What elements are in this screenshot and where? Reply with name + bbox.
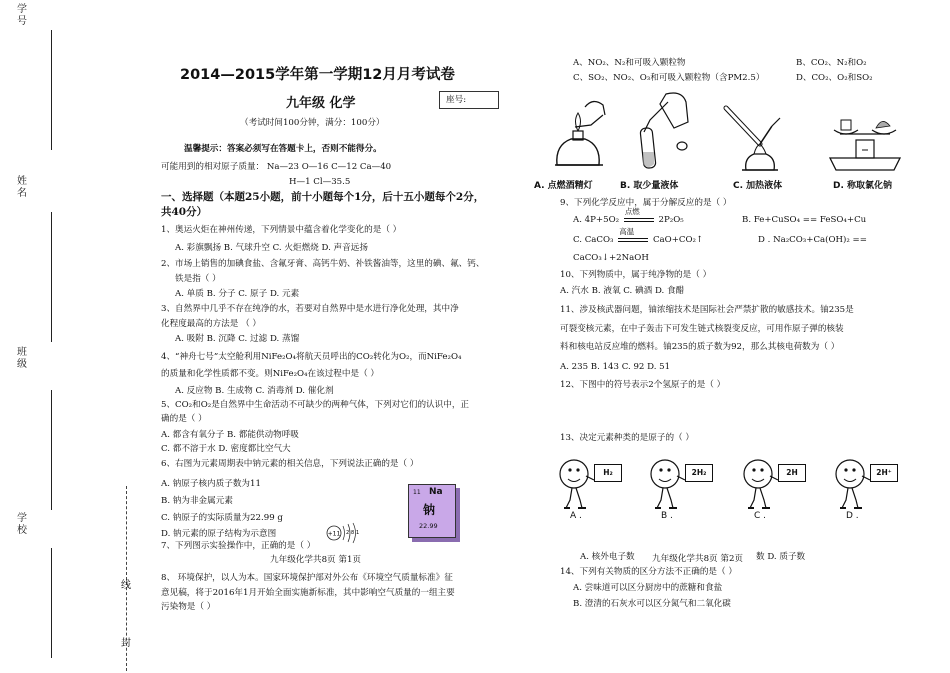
- seat-label: 座号:: [446, 95, 467, 105]
- question-11-cont-2: 料和核电站反应堆的燃料。铀235的质子数为92，那么其核电荷数为（ ）: [560, 342, 840, 352]
- question-10: 10、下列物质中，属于纯净物的是（ ）: [560, 270, 712, 280]
- question-8-option-c: C、SO₂、NO₂、O₃和可吸入颗粒物（含PM2.5）: [573, 73, 765, 83]
- question-1-options: A. 彩旗飘扬 B. 气球升空 C. 火炬燃烧 D. 声音远扬: [175, 243, 368, 253]
- q12-option-letter: B .: [661, 511, 673, 521]
- cartoon-atom-figure: [556, 452, 636, 514]
- question-9-option-c: C. CaCO₃ 高温 CaO+CO₂↑: [573, 227, 704, 245]
- question-14-option-a: A. 尝味道可以区分厨房中的蔗糖和食盐: [573, 583, 723, 593]
- section1-heading-2: 共40分）: [161, 206, 208, 218]
- question-8-cont: 意见稿，将于2016年1月开始全面实施新标准，其中影响空气质量的一组主要: [161, 588, 455, 598]
- school-label: 学校: [17, 513, 27, 536]
- q12-symbol-box: H₂: [594, 464, 622, 482]
- question-9-option-d-cont: CaCO₃↓+2NaOH: [573, 253, 649, 263]
- question-6-option-b: B. 钠为非金属元素: [161, 496, 233, 506]
- exam-title: 2014—2015学年第一学期12月月考试卷: [180, 67, 455, 83]
- q7-caption-b: B. 取少量液体: [620, 181, 679, 191]
- question-8: 8、 环境保护，以人为本。国家环境保护部对外公布《环境空气质量标准》征: [161, 573, 453, 583]
- question-14-option-b: B. 澄清的石灰水可以区分氮气和二氧化碳: [573, 599, 731, 609]
- exam-info: （考试时间100分钟，满分：100分）: [240, 118, 385, 128]
- q7-caption-c: C. 加热液体: [733, 181, 783, 191]
- cartoon-atom-figure: [740, 452, 820, 514]
- question-5-options-1: A. 都含有氧分子 B. 都能供动物呼吸: [161, 430, 299, 440]
- question-5-options-2: C. 都不溶于水 D. 密度都比空气大: [161, 444, 291, 454]
- atomic-mass-line1: 可能用到的相对原子质量： Na—23 O—16 C—12 Ca—40: [161, 162, 392, 172]
- question-7: 7、下列图示实验操作中，正确的是（ ）: [161, 541, 316, 551]
- student-id-line: [51, 30, 52, 150]
- student-id-label: 学号: [17, 4, 27, 27]
- question-11-cont: 可裂变核元素，在中子轰击下可发生链式核裂变反应，可用作原子弹的核装: [560, 324, 844, 334]
- question-3: 3、自然界中几乎不存在纯净的水，若要对自然界中是水进行净化处理，其中净: [161, 304, 459, 314]
- question-6: 6、右图为元素周期表中钠元素的相关信息，下列说法正确的是（ ）: [161, 459, 419, 469]
- lighting-alcohol-lamp-image: [545, 93, 615, 173]
- svg-text:2: 2: [346, 530, 350, 536]
- school-line: [51, 548, 52, 658]
- question-5: 5、CO₂和O₂是自然界中生命活动不可缺少的两种气体，下列对它们的认识中，正: [161, 400, 470, 410]
- question-11: 11、涉及核武器问题，铀浓缩技术是国际社会严禁扩散的敏感技术。铀235是: [560, 305, 854, 315]
- name-line: [51, 212, 52, 342]
- atomic-mass-line2: H—1 Cl—35.5: [289, 177, 351, 187]
- seat-number-box[interactable]: [439, 91, 499, 109]
- question-13-option-a: A. 核外电子数: [580, 552, 635, 562]
- q12-option-figure: [647, 452, 727, 532]
- svg-text:1: 1: [356, 530, 360, 536]
- question-4-options: A. 反应物 B. 生成物 C. 消毒剂 D. 催化剂: [175, 386, 334, 396]
- sodium-atomic-mass: 22.99: [419, 522, 438, 530]
- q12-option-figure: [556, 452, 636, 532]
- question-9-option-a: A. 4P+5O₂ 点燃 2P₂O₅: [573, 207, 684, 225]
- weighing-sodium-chloride-image: [826, 100, 906, 174]
- notice: 温馨提示：答案必须写在答题卡上，否则不能得分。: [184, 144, 382, 154]
- question-13: 13、决定元素种类的是原子的（ ）: [560, 433, 694, 443]
- q12-option-figure: [832, 452, 912, 532]
- question-9-option-d: D . Na₂CO₃+Ca(OH)₂ ==: [758, 235, 867, 245]
- cartoon-atom-figure: [647, 452, 727, 514]
- question-8-option-b: B、CO₂、N₂和O₂: [796, 58, 867, 68]
- q12-symbol-box: 2H: [778, 464, 806, 482]
- line-label: 线: [121, 580, 131, 591]
- subject-title: 九年级 化学: [286, 96, 356, 111]
- svg-text:8: 8: [351, 530, 355, 536]
- q9-a-condition: 点燃: [624, 207, 640, 216]
- seal-label: 封: [121, 638, 131, 649]
- question-1: 1、奥运火炬在神州传递，下列情景中蕴含着化学变化的是（ ）: [161, 225, 402, 235]
- question-2-cont: 铁是指（ ）: [175, 274, 221, 284]
- question-4-cont: 的质量和化学性质都不变。则NiFe₂O₄在该过程中是（ ）: [161, 369, 379, 379]
- question-9-option-b: B. Fe+CuSO₄ == FeSO₄+Cu: [742, 215, 867, 225]
- question-2: 2、市场上销售的加碘食盐、含氟牙膏、高钙牛奶、补铁酱油等，这里的碘、氟、钙、: [161, 259, 485, 269]
- sodium-name: 钠: [423, 503, 436, 517]
- question-6-option-a: A. 钠原子核内质子数为11: [161, 479, 261, 489]
- question-12: 12、下图中的符号表示2个氢原子的是（ ）: [560, 380, 726, 390]
- question-10-options: A. 汽水 B. 液氧 C. 碘酒 D. 食醋: [560, 286, 685, 296]
- question-6-option-c: C. 钠原子的实际质量为22.99 g: [161, 513, 283, 523]
- cartoon-atom-figure: [832, 452, 912, 514]
- sodium-element-card: [408, 484, 456, 538]
- question-13-option-d: 数 D. 质子数: [756, 552, 806, 562]
- question-8-cont-2: 污染物是（ ）: [161, 602, 216, 612]
- question-3-cont: 化程度最高的方法是 （ ）: [161, 319, 261, 329]
- q9-c-condition: 高温: [619, 227, 635, 236]
- sodium-atomic-number: 11: [413, 489, 421, 496]
- taking-liquid-image: [622, 88, 694, 174]
- class-label: 班级: [17, 347, 27, 370]
- question-6-option-d: D. 钠元素的原子结构为示意图: [161, 529, 277, 539]
- q12-option-letter: C .: [754, 511, 767, 521]
- question-8-option-d: D、CO₂、O₂和SO₂: [796, 73, 873, 83]
- q12-symbol-box: 2H₂: [685, 464, 713, 482]
- q12-option-figure: [740, 452, 820, 532]
- question-11-options: A. 235 B. 143 C. 92 D. 51: [560, 362, 671, 372]
- sodium-symbol: Na: [429, 487, 443, 497]
- question-5-cont: 确的是（ ）: [161, 414, 207, 424]
- question-8-option-a: A、NO₂、N₂和可吸入颗粒物: [573, 58, 686, 68]
- question-3-options: A. 吸附 B. 沉降 C. 过滤 D. 蒸馏: [175, 334, 300, 344]
- question-14: 14、下列有关物质的区分方法不正确的是（ ）: [560, 567, 737, 577]
- question-2-options: A. 单质 B. 分子 C. 原子 D. 元素: [175, 289, 300, 299]
- class-line: [51, 390, 52, 510]
- q7-caption-d: D. 称取氯化钠: [833, 181, 893, 191]
- svg-text:+11: +11: [327, 530, 341, 538]
- heating-liquid-image: [720, 96, 796, 174]
- q12-symbol-box: 2H⁺: [870, 464, 898, 482]
- name-label: 姓名: [17, 176, 27, 199]
- question-9: 9、下列化学反应中，属于分解反应的是（ ）: [560, 198, 732, 208]
- page-1-footer: 九年级化学共8页 第1页: [270, 555, 362, 565]
- q12-option-letter: A .: [570, 511, 582, 521]
- section1-heading: 一、选择题（本题25小题，前十小题每个1分，后十五小题每个2分，: [161, 191, 485, 203]
- page-2-footer: 九年级化学共8页 第2页: [652, 554, 744, 564]
- sodium-atom-structure-diagram: [325, 522, 361, 544]
- q12-option-letter: D .: [846, 511, 859, 521]
- question-4: 4、“神舟七号”太空舱利用NiFe₂O₄将航天员呼出的CO₂转化为O₂，而NiFe₂O₄: [161, 352, 462, 362]
- q7-caption-a: A. 点燃酒精灯: [534, 181, 593, 191]
